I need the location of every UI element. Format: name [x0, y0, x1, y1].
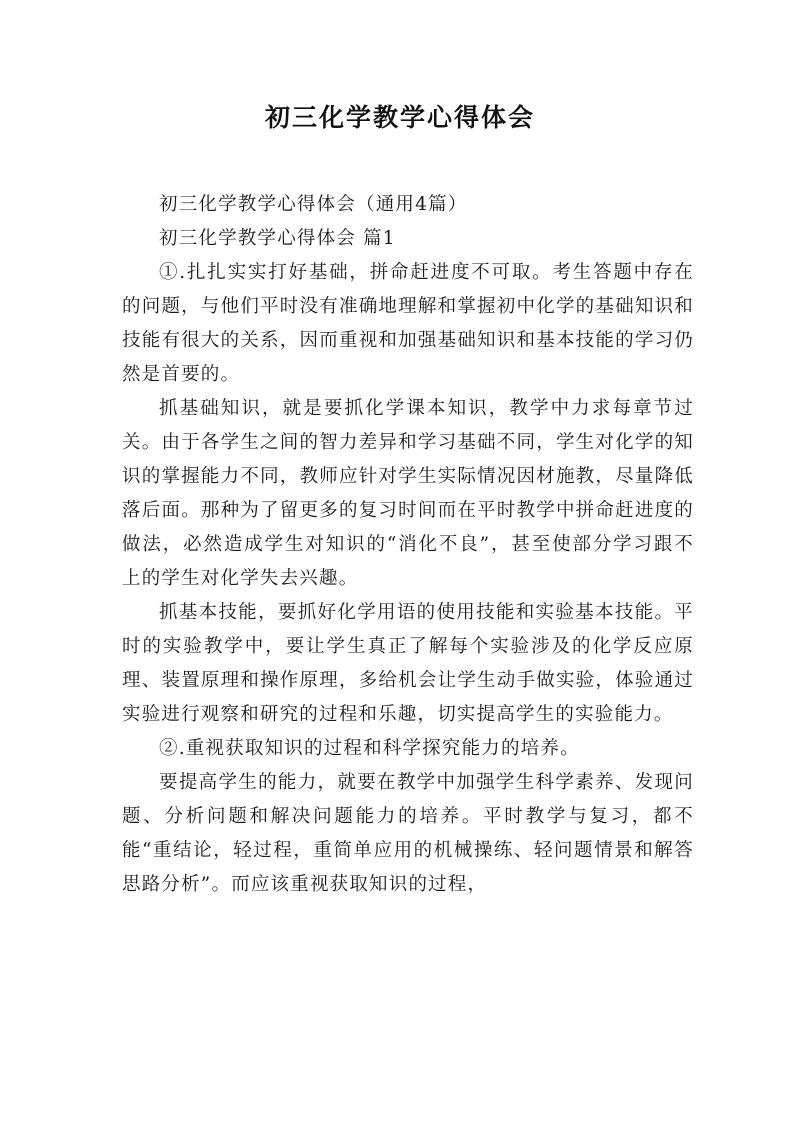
paragraph-subtitle: 初三化学教学心得体会（通用4篇）: [159, 194, 468, 215]
paragraph: 要提高学生的能力，就要在教学中加强学生科学素养、发现问题、分析问题和解决问题能力的培养。平时教学与复习，都不能“重结论，轻过程，重简单应用的机械操练、轻问题情景和解答思路分析”。而应该重视获取知识的过程，: [122, 772, 694, 895]
document-body: [122, 188, 694, 902]
paragraph: ②.重视获取知识的过程和科学探究能力的培养。: [159, 738, 580, 759]
paragraph: 抓基础知识，就是要抓化学课本知识，教学中力求每章节过关。由于各学生之间的智力差异和学习基础不同，学生对化学的知识的掌握能力不同，教师应针对学生实际情况因材施教，尽量降低落后面。那种为了留更多的复习时间而在平时教学中拼命赶进度的做法，必然造成学生对知识的“消化不良”，甚至使部分学习跟不上的学生对化学失去兴趣。: [122, 398, 694, 589]
paragraph-section-heading: 初三化学教学心得体会 篇1: [159, 228, 396, 249]
paragraph: 抓基本技能，要抓好化学用语的使用技能和实验基本技能。平时的实验教学中，要让学生真正了解每个实验涉及的化学反应原理、装置原理和操作原理，多给机会让学生动手做实验，体验通过实验进行观察和研究的过程和乐趣，切实提高学生的实验能力。: [122, 602, 694, 725]
document-title: 初三化学教学心得体会: [264, 103, 535, 132]
paragraph: ①.扎扎实实打好基础，拼命赶进度不可取。考生答题中存在的问题，与他们平时没有准确地理解和掌握初中化学的基础知识和技能有很大的关系，因而重视和加强基础知识和基本技能的学习仍然是首要的。: [122, 262, 694, 385]
